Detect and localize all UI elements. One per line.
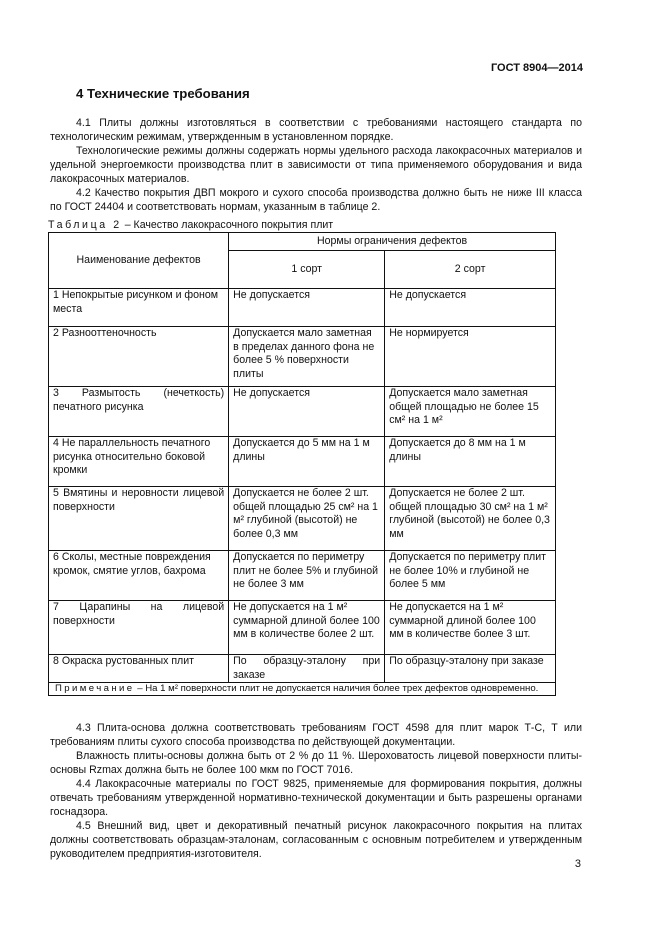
header-grade-2: 2 сорт <box>385 251 556 289</box>
page-number: 3 <box>574 858 581 870</box>
defects-table <box>48 232 556 696</box>
paragraph-moisture: Влажность плиты-основы должна быть от 2 % до 11 %. Шероховатость лицевой поверхности плиты-основы Rzmax должна быть не более 100 мкм по ГОСТ 7016. <box>50 750 582 776</box>
grade-2-value: Не допускается <box>385 289 556 327</box>
table-row <box>49 387 556 437</box>
defect-name: 2 Разнооттеночность <box>49 327 229 387</box>
grade-2-value: Не допускается на 1 м² суммарной длиной более 100 мм в количестве более 3 шт. <box>385 601 556 655</box>
header-grade-1: 1 сорт <box>229 251 385 289</box>
grade-1-value: Допускается не более 2 шт. общей площадью 25 см² на 1 м² глубиной (высотой) не более 0,3 мм <box>229 487 385 551</box>
grade-2-value: Допускается по периметру плит не более 10% и глубиной не более 5 мм <box>385 551 556 601</box>
defect-name: 6 Сколы, местные повреждения кромок, смятие углов, бахрома <box>49 551 229 601</box>
grade-1-value: Допускается до 5 мм на 1 м длины <box>229 437 385 487</box>
table-row <box>49 437 556 487</box>
grade-1-value: Не допускается <box>229 387 385 437</box>
defect-name: 1 Непокрытые рисунком и фоном места <box>49 289 229 327</box>
defect-name: 5 Вмятины и неровности лицевой поверхности <box>49 487 229 551</box>
bottom-paragraphs <box>50 721 582 861</box>
grade-2-value: Не нормируется <box>385 327 556 387</box>
grade-2-value: Допускается мало заметная общей площадью не более 15 см² на 1 м² <box>385 387 556 437</box>
defect-name: 4 Не параллельность печатного рисунка относительно боковой кромки <box>49 437 229 487</box>
grade-2-value: По образцу-эталону при заказе <box>385 655 556 683</box>
table-row <box>49 655 556 683</box>
document-code: ГОСТ 8904—2014 <box>490 62 583 74</box>
header-norms: Нормы ограничения дефектов <box>229 233 556 251</box>
defect-name: 8 Окраска рустованных плит <box>49 655 229 683</box>
paragraph-technological-modes: Технологические режимы должны содержать нормы удельного расхода лакокрасочных материалов и удельной энергоемкости производства плит в зависимости от типа применяемого оборудования и вида лакокрасочных материалов. <box>50 145 582 185</box>
table-caption <box>48 219 333 231</box>
defect-name: 3 Размытость (нечеткость) печатного рисунка <box>49 387 229 437</box>
table-row <box>49 487 556 551</box>
table-caption-label: Таблица 2 <box>48 219 122 231</box>
defect-name: 7 Царапины на лицевой поверхности <box>49 601 229 655</box>
table-note-row <box>49 683 556 696</box>
header-defect-name: Наименование дефектов <box>49 233 229 289</box>
note-text: – На 1 м² поверхности плит не допускается наличия более трех дефектов одновременно. <box>134 683 539 694</box>
paragraph-4-4: 4.4 Лакокрасочные материалы по ГОСТ 9825, применяемые для формирования покрытия, должны отвечать требованиям утвержденной нормативно-технической документации и быть разрешены органами госнадзора. <box>50 778 582 818</box>
grade-1-value: Допускается мало заметная в пределах данного фона не более 5 % поверхности плиты <box>229 327 385 387</box>
section-title: 4 Технические требования <box>76 86 250 101</box>
note-label: Примечание <box>55 683 135 694</box>
paragraph-4-1: 4.1 Плиты должны изготовляться в соответствии с требованиями настоящего стандарта по технологическим режимам, утвержденным в установленном порядке. <box>50 117 582 143</box>
grade-1-value: По образцу-эталону при заказе <box>229 655 385 683</box>
table-row <box>49 327 556 387</box>
table-note <box>49 683 556 696</box>
grade-1-value: Не допускается на 1 м² суммарной длиной более 100 мм в количестве более 2 шт. <box>229 601 385 655</box>
table-row <box>49 289 556 327</box>
grade-2-value: Допускается до 8 мм на 1 м длины <box>385 437 556 487</box>
table-caption-text: – Качество лакокрасочного покрытия плит <box>121 219 334 231</box>
paragraph-4-5: 4.5 Внешний вид, цвет и декоративный печатный рисунок лакокрасочного покрытия на плитах должны соответствовать образцам-эталонам, согласованным с основным потребителем и утвержденным руководителем предприятия-изготовителя. <box>50 820 582 860</box>
table-row <box>49 551 556 601</box>
paragraph-4-2: 4.2 Качество покрытия ДВП мокрого и сухого способа производства должно быть не ниже III класса по ГОСТ 24404 и соответствовать нормам, указанным в таблице 2. <box>50 187 582 213</box>
grade-1-value: Допускается по периметру плит не более 5% и глубиной не более 3 мм <box>229 551 385 601</box>
top-paragraphs <box>50 116 582 214</box>
paragraph-4-3: 4.3 Плита-основа должна соответствовать требованиям ГОСТ 4598 для плит марок Т-С, Т или требованиям плиты сухого способа производства по действующей документации. <box>50 722 582 748</box>
table-row <box>49 601 556 655</box>
grade-2-value: Допускается не более 2 шт. общей площадью 30 см² на 1 м² глубиной (высотой) не более 0,3 мм <box>385 487 556 551</box>
grade-1-value: Не допускается <box>229 289 385 327</box>
